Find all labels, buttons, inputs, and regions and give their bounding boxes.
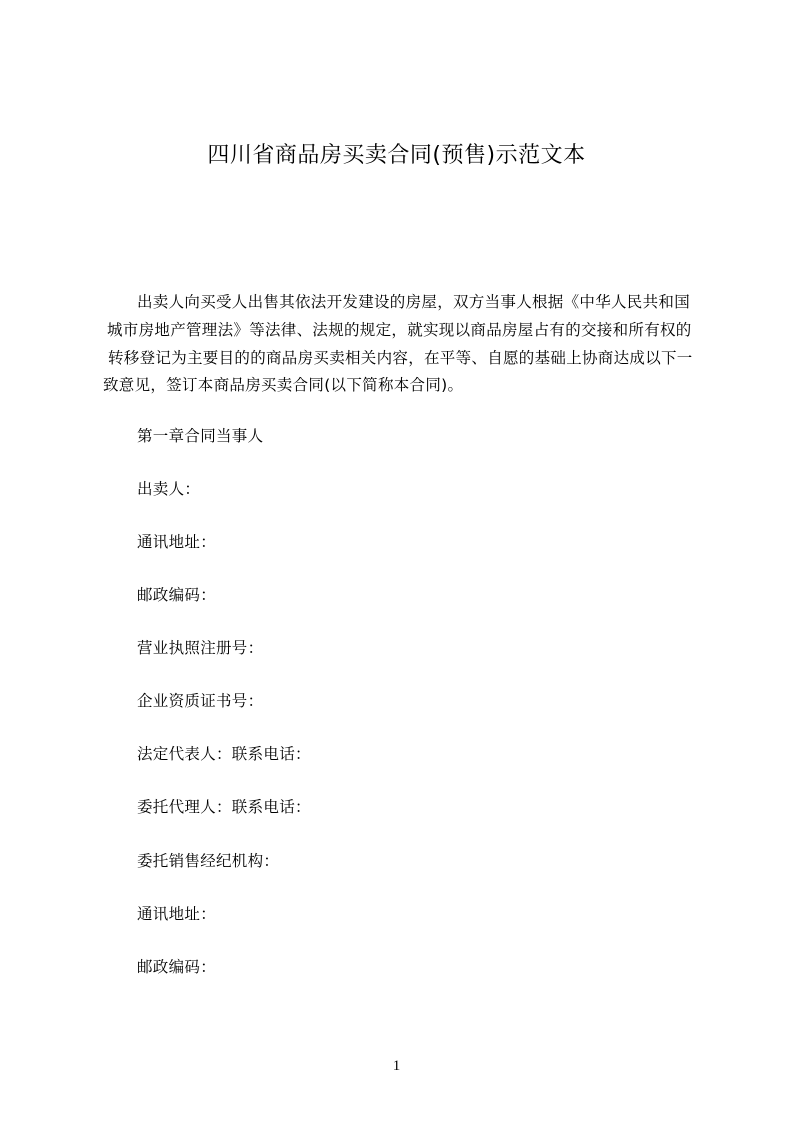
field-seller-postcode: 邮政编码： <box>137 586 217 604</box>
preamble-line-2: 城市房地产管理法》等法律、法规的规定，就实现以商品房屋占有的交接和所有权的 <box>107 321 692 339</box>
document-title: 四川省商品房买卖合同(预售)示范文本 <box>207 143 586 168</box>
field-seller-address: 通讯地址： <box>137 533 217 551</box>
page-number: 1 <box>392 1058 401 1074</box>
field-qualification-cert: 企业资质证书号： <box>137 692 264 710</box>
field-agency-address: 通讯地址： <box>137 905 217 923</box>
field-business-license: 营业执照注册号： <box>137 639 264 657</box>
field-sales-agency: 委托销售经纪机构： <box>137 852 280 870</box>
preamble-line-3: 转移登记为主要目的的商品房买卖相关内容，在平等、自愿的基础上协商达成以下一 <box>108 349 693 367</box>
field-authorized-agent: 委托代理人：联系电话： <box>137 798 311 816</box>
field-seller: 出卖人： <box>137 480 201 498</box>
field-legal-representative: 法定代表人：联系电话： <box>137 745 311 763</box>
preamble-line-1: 出卖人向买受人出售其依法开发建设的房屋，双方当事人根据《中华人民共和国 <box>137 293 691 311</box>
preamble-line-4: 致意见，签订本商品房买卖合同(以下简称本合同)。 <box>103 376 464 394</box>
field-agency-postcode: 邮政编码： <box>137 958 217 976</box>
chapter-heading: 第一章合同当事人 <box>137 427 264 445</box>
